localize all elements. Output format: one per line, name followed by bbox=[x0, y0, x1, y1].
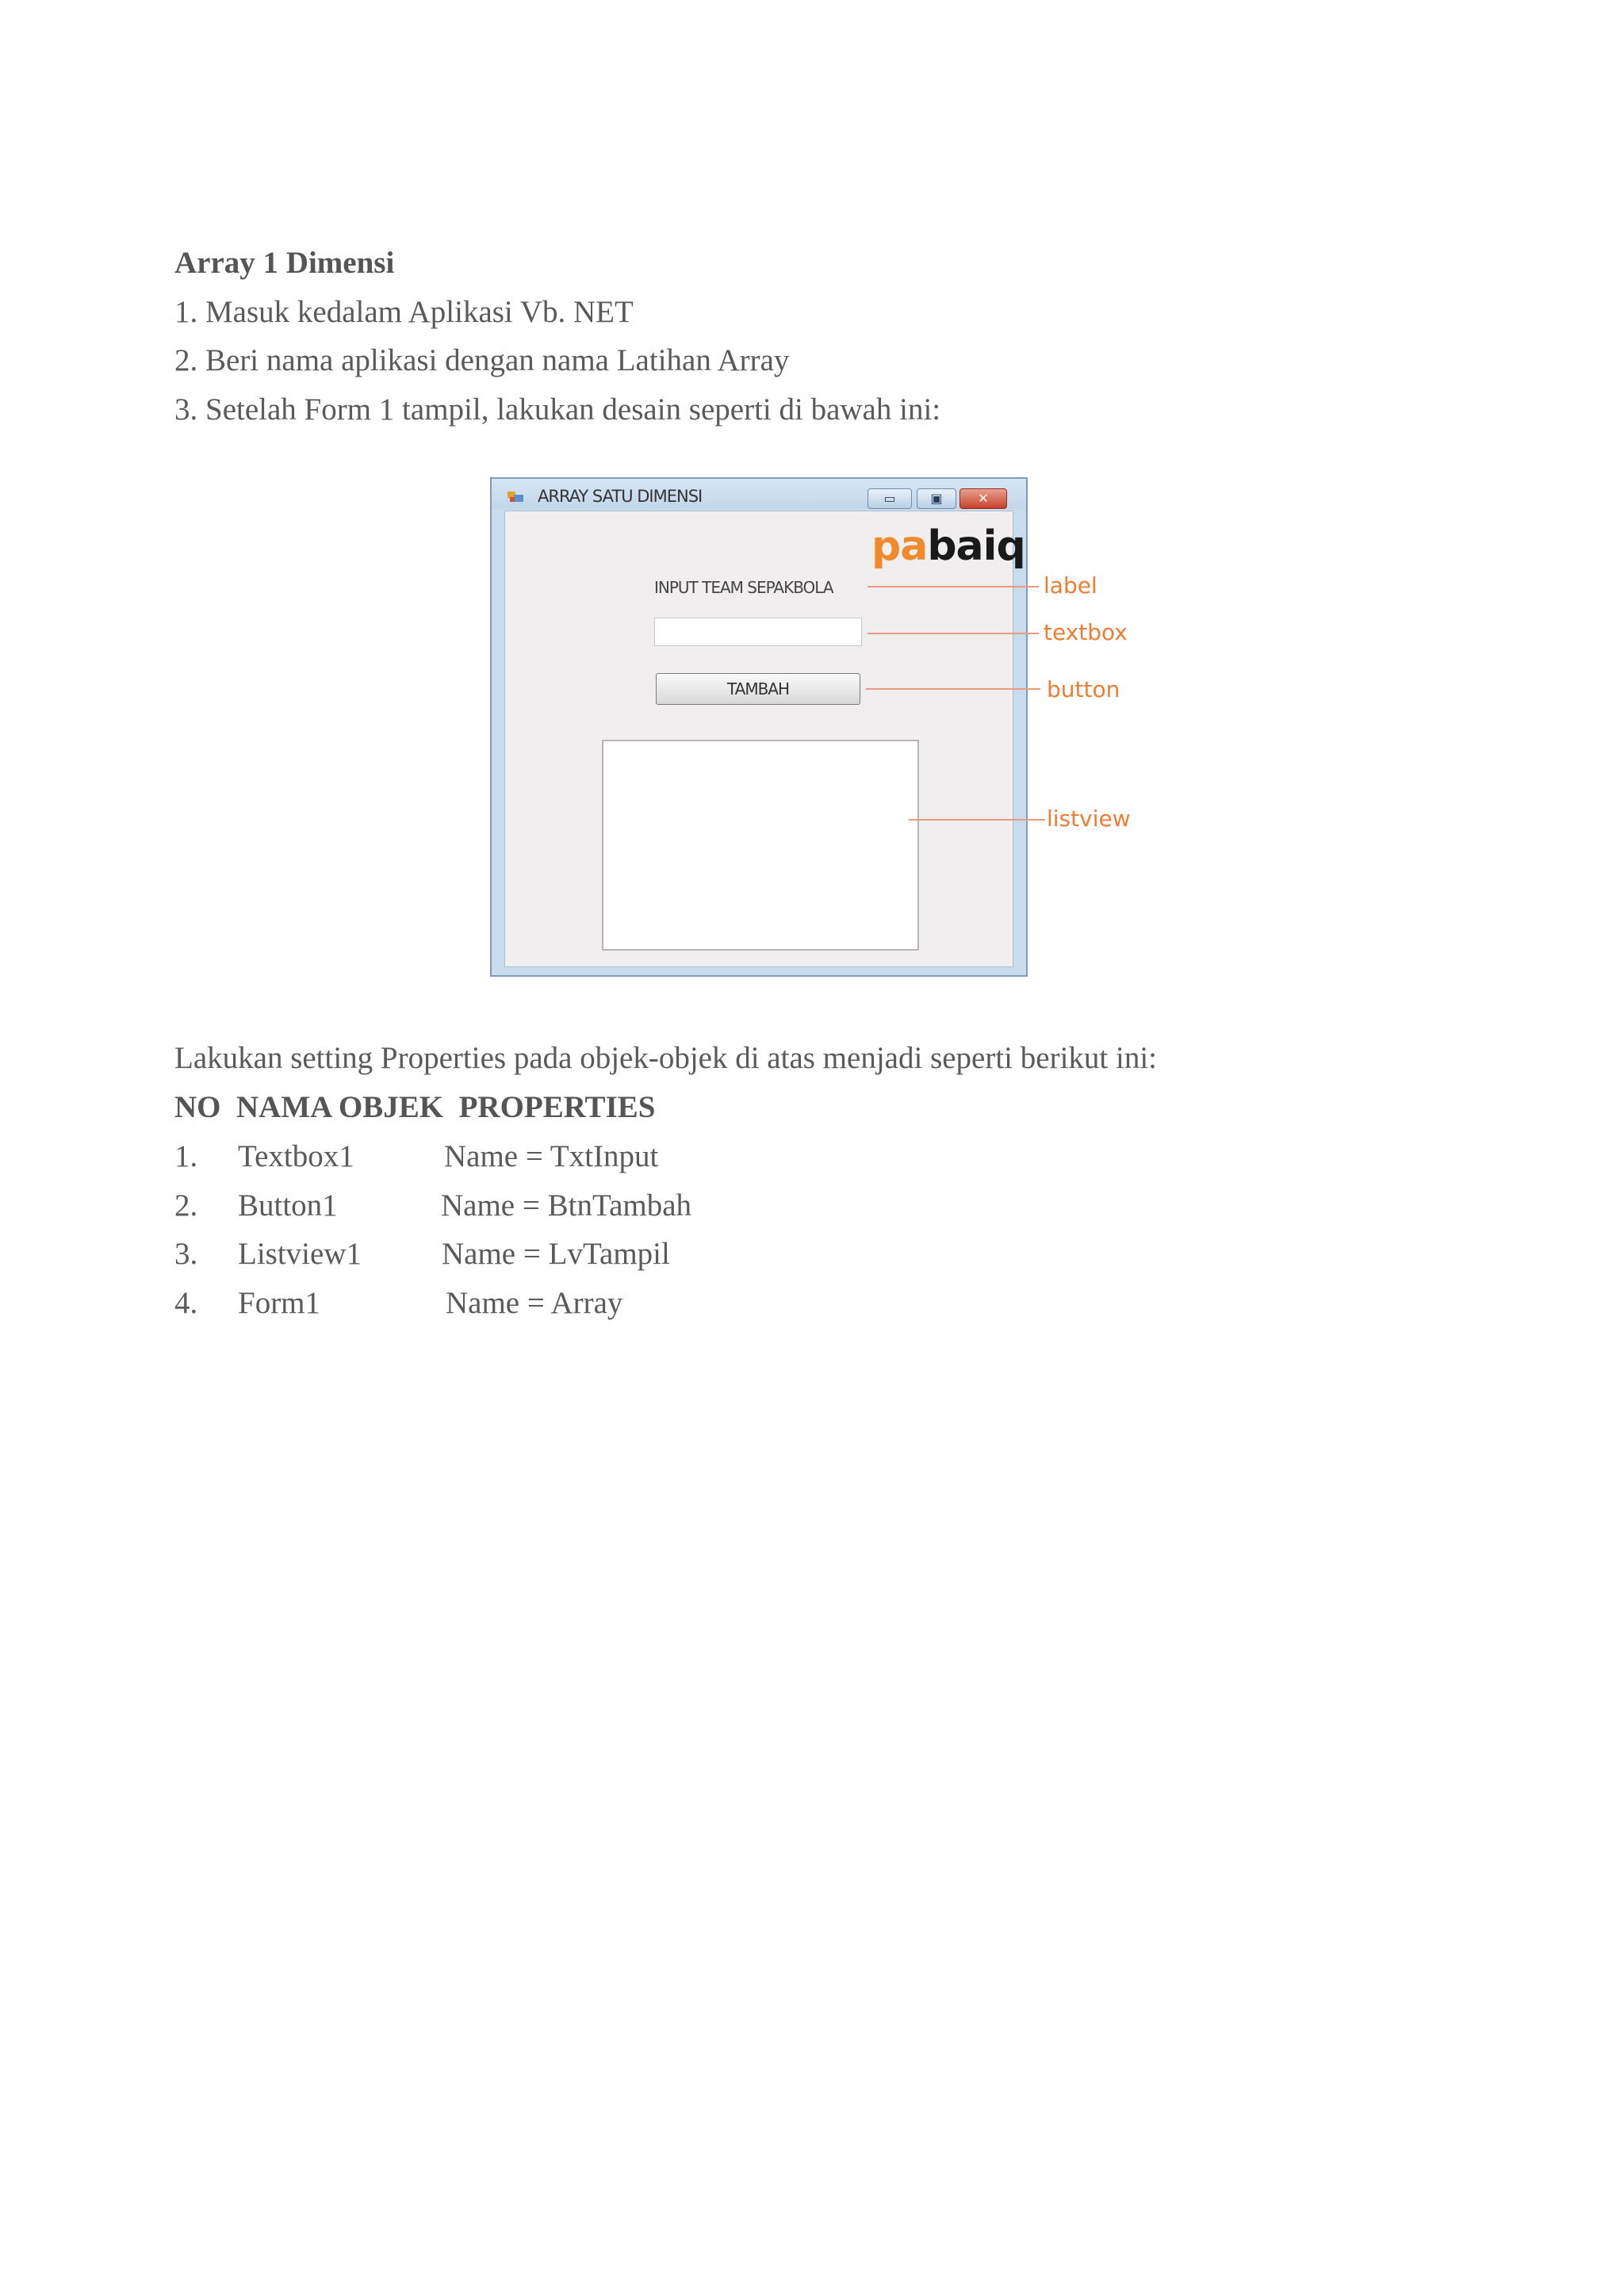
step-3: 3. Setelah Form 1 tampil, lakukan desain seperti di bawah ini: bbox=[174, 392, 941, 427]
table-header: NO NAMA OBJEK PROPERTIES bbox=[174, 1090, 656, 1124]
callout-textbox: textbox bbox=[1044, 619, 1128, 645]
row-property: Name = TxtInput bbox=[444, 1139, 659, 1173]
row-number: 1. bbox=[174, 1139, 198, 1173]
window-title: ARRAY SATU DIMENSI bbox=[538, 487, 703, 506]
row-property: Name = BtnTambah bbox=[441, 1188, 692, 1223]
step-2: 2. Beri nama aplikasi dengan nama Latihan Array bbox=[174, 343, 790, 377]
maximize-icon: ▣ bbox=[930, 491, 943, 506]
row-object: Textbox1 bbox=[238, 1139, 354, 1173]
logo-part-pa: pa bbox=[871, 522, 928, 570]
step-1: 1. Masuk kedalam Aplikasi Vb. NET bbox=[174, 295, 634, 329]
tambah-button[interactable]: TAMBAH bbox=[656, 673, 860, 705]
row-number: 3. bbox=[174, 1237, 198, 1271]
callout-label: label bbox=[1044, 572, 1097, 599]
callout-listview: listview bbox=[1047, 806, 1131, 832]
document-heading: Array 1 Dimensi bbox=[174, 246, 395, 280]
row-number: 2. bbox=[174, 1188, 198, 1223]
form-label: INPUT TEAM SEPAKBOLA bbox=[654, 578, 833, 597]
close-icon: ✕ bbox=[978, 491, 989, 506]
row-object: Form1 bbox=[238, 1286, 321, 1320]
row-property: Name = Array bbox=[446, 1286, 623, 1320]
row-number: 4. bbox=[174, 1286, 198, 1320]
callout-button: button bbox=[1047, 676, 1120, 702]
logo-part-baiq: baiq bbox=[927, 522, 1025, 570]
row-object: Button1 bbox=[238, 1188, 338, 1223]
minimize-icon: ▭ bbox=[883, 491, 896, 506]
row-property: Name = LvTampil bbox=[442, 1237, 670, 1271]
properties-intro: Lakukan setting Properties pada objek-objek di atas menjadi seperti berikut ini: bbox=[174, 1041, 1157, 1075]
row-object: Listview1 bbox=[238, 1237, 362, 1271]
